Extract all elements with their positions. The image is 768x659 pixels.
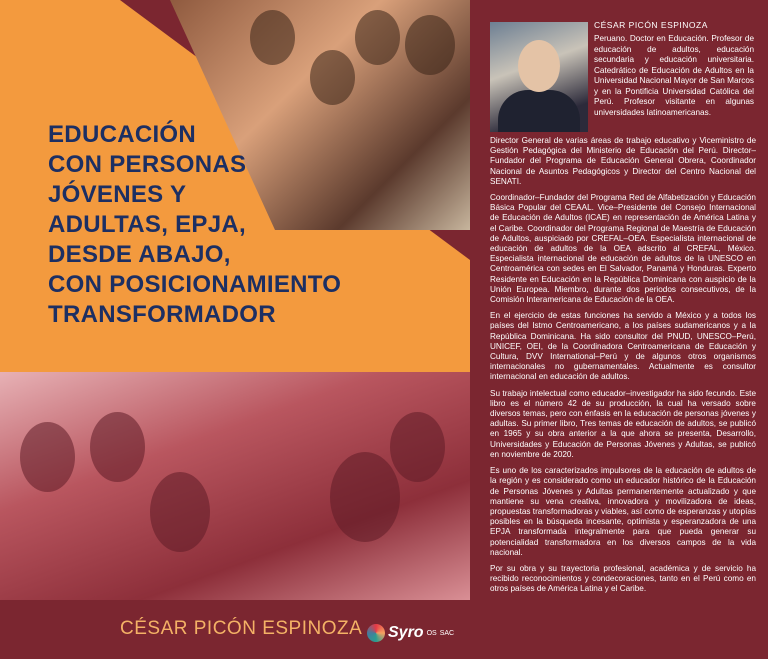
bio-paragraph: Coordinador–Fundador del Programa Red de Alfabetización y Educación Básica Popular del CEAAL. Vice–Presidente del Consejo Internacional de Educación de Adultos (ICAE) en representación de América Latina y el Caribe. Coordinador del Programa Regional de Maestría de Educación de Adultos, auspiciado por CREFAL–OEA. Especialista internacional de educación de adultos de la OEA adscrito al CREFAL, México. Especialista internacional de educación de adultos de la UNESCO en Centroamérica con sedes en El Salvador, Panamá y Honduras. Experto Residente en Educación en la República Dominicana con auspicio de la Unión Europea. Miembro, durante dos periodos consecutivos, de la Comisión Interamericana de Educación de la OEA.	[490, 193, 756, 305]
publisher-emblem-icon	[367, 624, 385, 642]
title-line: EDUCACIÓN	[48, 121, 197, 148]
back-author-name: CÉSAR PICÓN ESPINOZA	[594, 20, 708, 30]
publisher-sup: OS	[426, 629, 437, 637]
publisher-sac: SAC	[439, 629, 455, 637]
title-line: JÓVENES Y	[48, 181, 187, 208]
author-portrait	[490, 22, 588, 132]
title-line: ADULTAS, EPJA,	[48, 211, 246, 238]
title-line: DESDE ABAJO,	[48, 241, 231, 268]
bio-paragraph: Es uno de los caracterizados impulsores de la educación de adultos de la región y es considerado como un educador histórico de la Educación de Personas Jóvenes y Adultas permanentemente actualizado y que mantiene su vena creativa, innovadora y movilizadora de ideas, propuestas transformadoras y viables, así como de esperanzas y utopías posibles en la búsqueda incesante, optimista y esperanzadora de una EPJA transformada integralmente para que pueda generar su potencialidad transformadora en los diversos campos de la vida nacional.	[490, 466, 756, 557]
back-cover	[470, 0, 768, 659]
publisher-name: Syro	[388, 624, 424, 641]
title-line: CON PERSONAS	[48, 151, 247, 178]
bio-paragraph: Por su obra y su trayectoria profesional, académica y de servicio ha recibido reconocimientos y condecoraciones, tanto en el Perú como en otros países de América Latina y el Caribe.	[490, 563, 756, 594]
publisher-logo	[367, 620, 462, 646]
title-line: TRANSFORMADOR	[48, 301, 276, 328]
bottom-photo-workshop	[0, 372, 470, 600]
bio-intro: Peruano. Doctor en Educación. Profesor de educación de adultos, educación secundaria y educación universitaria. Catedrático de Educación de Adultos en la Universidad Nacional Mayor de San Marcos y en la Pontificia Universidad Católica del Perú. Profesor visitante en algunas universidades latinoamericanas.	[594, 34, 754, 117]
bio-text	[490, 136, 756, 601]
bio-paragraph: En el ejercicio de estas funciones ha servido a México y a todos los países del Istmo Centroamericano, a los países sudamericanos y a la República Dominicana. Ha sido consultor del PNUD, UNESCO–Perú, UNICEF, OEI, de la Coordinadora Centroamericana de Educación y Cultura, DVV International–Perú y de algunos otros organismos internacionales no gubernamentales. Actualmente es consultor internacional en educación de adultos.	[490, 311, 756, 382]
bio-paragraph: Su trabajo intelectual como educador–investigador ha sido fecundo. Este libro es el número 42 de su producción, la cual ha versado sobre diversos temas, pero con énfasis en la educación de personas jóvenes y adultas. Su primer libro, Tres temas de educación de adultos, se publicó en 1965 y su obra anterior a la que ahora se presenta, Desarrollo, Universidades y Educación de Personas Jóvenes y Adultas, se publicó en noviembre de 2020.	[490, 388, 756, 459]
author-name: CÉSAR PICÓN ESPINOZA	[120, 618, 363, 639]
bio-paragraph: Director General de varias áreas de trabajo educativo y Viceministro de Gestión Pedagógica del Ministerio de Educación del Perú. Director–Fundador del Programa de Educación General Obrera, Coordinador Nacional de Asuntos Pedagógicos y Director del Centro Nacional del SENATI.	[490, 136, 756, 186]
title-line: CON POSICIONAMIENTO	[48, 271, 342, 298]
book-title	[48, 120, 438, 330]
